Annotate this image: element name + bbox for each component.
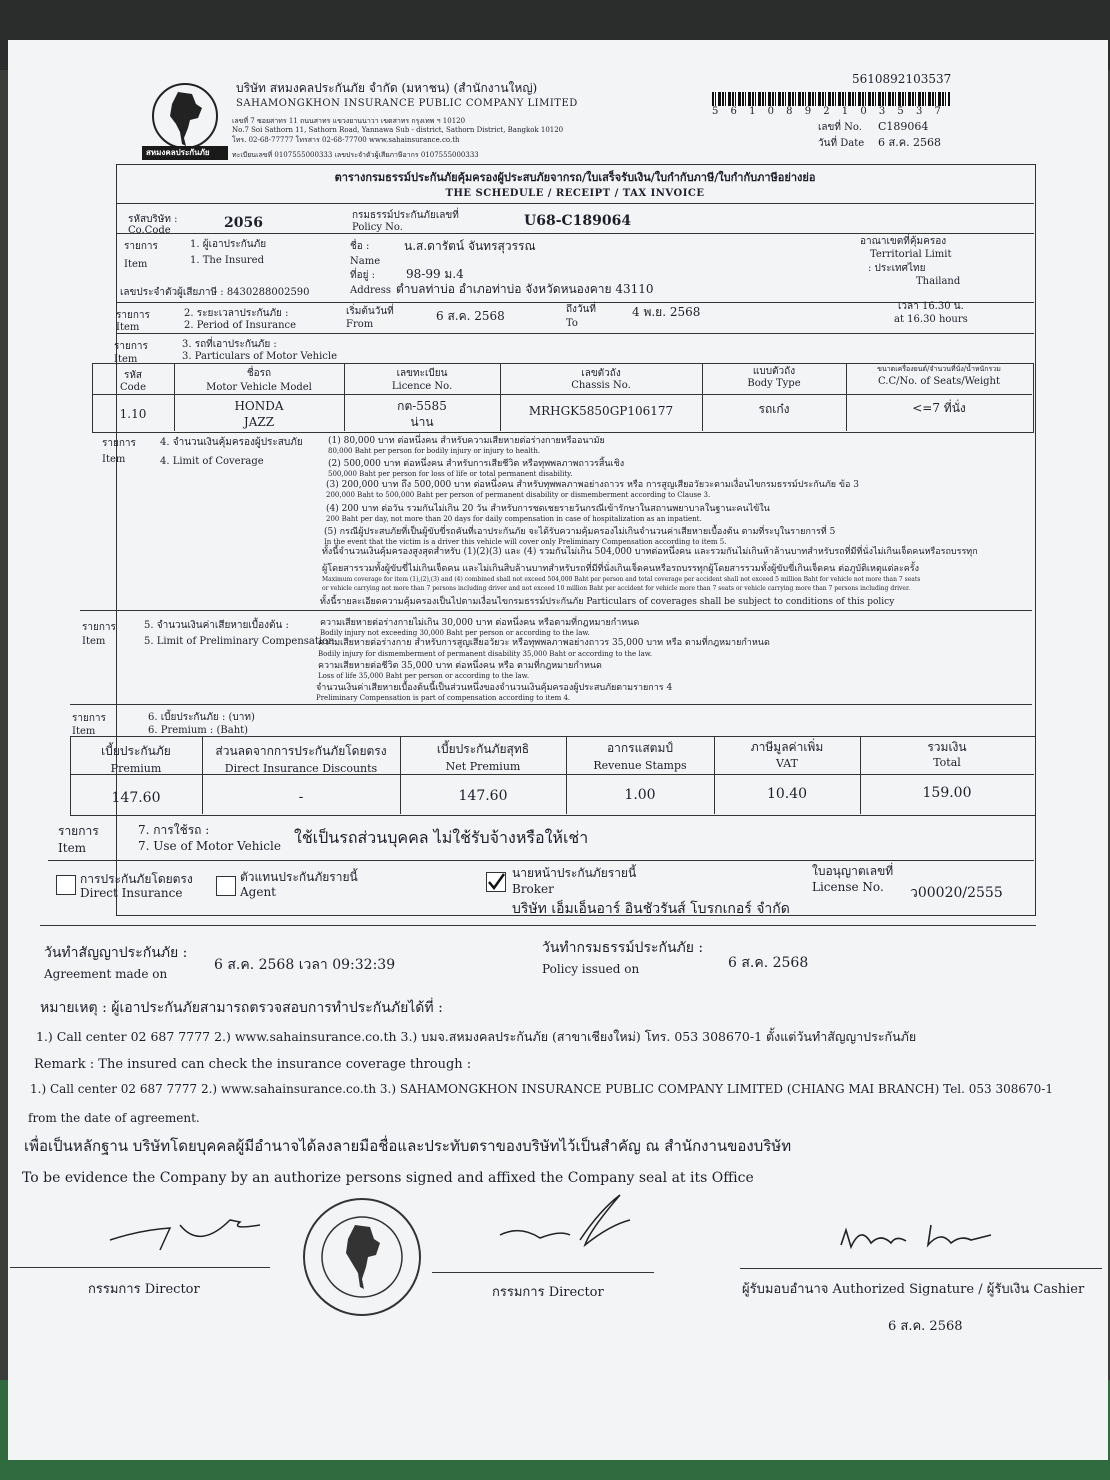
use-label-en: 7. Use of Motor Vehicle xyxy=(138,839,281,853)
evidence-en: To be evidence the Company by an authorize persons signed and affixed the Company seal at its Office xyxy=(22,1170,754,1186)
company-name-en: SAHAMONGKHON INSURANCE PUBLIC COMPANY LIMITED xyxy=(236,98,578,109)
col-net-en: Net Premium xyxy=(445,760,521,773)
insured-label-en: 1. The Insured xyxy=(190,255,264,266)
tax-id: ทะเบียนเลขที่ 0107555000333 เลขประจำตัวผู้เสียภาษีอากร 0107555000333 xyxy=(232,151,479,159)
preliminary-line-1: ความเสียหายต่อร่างกายไม่เกิน 30,000 บาท ต่อหนึ่งคน หรือตามที่กฎหมายกำหนด xyxy=(320,618,640,628)
barcode xyxy=(712,92,950,106)
col-licence-th: เลขทะเบียน xyxy=(396,368,448,379)
agent-label-en: Agent xyxy=(240,885,276,899)
seats: <=7 ที่นั่ง xyxy=(912,401,966,415)
coverage-line-3-en: 200,000 Baht to 500,000 Baht per person of permanent disability or dismemberment according to Clause 3. xyxy=(326,491,711,499)
period-label-en: 2. Period of Insurance xyxy=(184,320,297,331)
signature-director-1 xyxy=(100,1200,270,1264)
preliminary-label-en: 5. Limit of Preliminary Compensation xyxy=(144,636,335,647)
stamps-value: 1.00 xyxy=(624,787,656,803)
agreement-date: 6 ส.ค. 2568 เวลา 09:32:39 xyxy=(214,957,396,973)
from-label: เริ่มต้นวันที่ xyxy=(346,306,394,317)
item-label-en: Item xyxy=(58,841,87,855)
licence-plate: กต-5585 xyxy=(397,399,447,413)
item-label-en: Item xyxy=(124,259,148,270)
col-total-th: รวมเงิน xyxy=(927,740,967,754)
license-label-en: License No. xyxy=(812,880,884,894)
company-seal xyxy=(300,1195,424,1319)
vehicle-label-en: 3. Particulars of Motor Vehicle xyxy=(182,351,337,362)
address-line2: ตำบลท่าบ่อ อำเภอท่าบ่อ จังหวัดหนองคาย 43110 xyxy=(396,282,654,296)
from-label-en: From xyxy=(346,319,374,330)
col-stamps-th: อากรแสตมป์ xyxy=(606,741,674,755)
item-label: รายการ xyxy=(102,438,136,449)
coverage-line-2: (2) 500,000 บาท ต่อหนึ่งคน สำหรับการเสียชีวิต หรือทุพพลภาพถาวรสิ้นเชิง xyxy=(328,459,625,469)
address-en: No.7 Soi Sathorn 11, Sathorn Road, Yannawa Sub - district, Sathorn District, Bangkok 10120 xyxy=(232,126,564,134)
policy-label-en: Policy No. xyxy=(352,222,403,233)
logo-text: สหมงคลประกันภัย xyxy=(146,147,210,157)
item-label: รายการ xyxy=(116,310,150,321)
signature-director-2 xyxy=(490,1190,640,1254)
territory-label: อาณาเขตที่คุ้มครอง xyxy=(860,236,947,247)
broker-label: นายหน้าประกันภัยรายนี้ xyxy=(512,866,637,880)
number-value: C189064 xyxy=(878,120,929,133)
col-body-th: แบบตัวถัง xyxy=(752,366,796,377)
preliminary-line-2-en: Bodily injury for dismemberment of permanent disability 35,000 Baht or according to the law. xyxy=(318,650,653,658)
preliminary-line-2: ความเสียหายต่อร่างกาย สำหรับการสูญเสียอวัยวะ หรือทุพพลภาพอย่างถาวร 35,000 บาท หรือ ตามที่กฎหมายกำหนด xyxy=(318,638,770,648)
coverage-line-4: (4) 200 บาท ต่อวัน รวมกันไม่เกิน 20 วัน สำหรับการชดเชยรายวันกรณีเข้ารักษาในสถานพยาบาลในฐานะคนไข้ใน xyxy=(326,504,770,514)
col-cc-th: ขนาดเครื่องยนต์/จำนวนที่นั่ง/น้ำหนักรวม xyxy=(877,365,1001,373)
coverage-total-en-2: or vehicle carrying not more than 7 persons including driver and not exceed 10 million Baht per accident for vehicle more than 7 seats or vehicle carrying more than 7 persons including driver. xyxy=(322,585,911,592)
document-number: 5610892103537 xyxy=(852,72,952,86)
company-name-th: บริษัท สหมงคลประกันภัย จำกัด (มหาชน) (สำนักงานใหญ่) xyxy=(236,81,538,95)
premium-label: 6. เบี้ยประกันภัย : (บาท) xyxy=(148,712,255,723)
license-label: ใบอนุญาตเลขที่ xyxy=(812,864,894,878)
discount-value: - xyxy=(298,789,304,805)
remark-line-en: 1.) Call center 02 687 7777 2.) www.sahainsurance.co.th 3.) SAHAMONGKHON INSURANCE PUBLIC COMPANY LIMITED (CHIANG MAI BRANCH) Tel. 053 308670-1 xyxy=(30,1082,1053,1096)
broker-checkbox[interactable] xyxy=(486,872,506,892)
remark-line-en-2: from the date of agreement. xyxy=(28,1111,200,1125)
coverage-line-3: (3) 200,000 บาท ถึง 500,000 บาท ต่อหนึ่งคน สำหรับทุพพลภาพอย่างถาวร หรือ การสูญเสียอวัยวะตามเงื่อนไขกรมธรรม์ประกันภัย ข้อ 3 xyxy=(326,480,860,490)
issued-label: วันทำกรมธรรม์ประกันภัย : xyxy=(542,940,704,956)
seal-icon xyxy=(300,1195,424,1319)
item-label: รายการ xyxy=(114,341,148,352)
preliminary-line-4-en: Preliminary Compensation is part of compensation according to item 4. xyxy=(316,694,571,702)
coverage-line-4-en: 200 Baht per day, not more than 20 days for daily compensation in case of hospitalization as an inpatient. xyxy=(326,515,702,523)
col-code-en: Code xyxy=(120,382,146,393)
coverage-label-en: 4. Limit of Coverage xyxy=(160,456,264,467)
policy-number: U68-C189064 xyxy=(524,213,632,229)
document-title-en: THE SCHEDULE / RECEIPT / TAX INVOICE xyxy=(445,188,705,199)
code-label: รหัสบริษัท : xyxy=(128,214,178,225)
agreement-label: วันทำสัญญาประกันภัย : xyxy=(44,945,188,961)
preliminary-line-3-en: Loss of life 35,000 Baht per person or according to the law. xyxy=(318,672,530,680)
col-model-th: ชื่อรถ xyxy=(246,368,272,379)
remark-line-th: 1.) Call center 02 687 7777 2.) www.sahainsurance.co.th 3.) บมจ.สหมงคลประกันภัย (สาขาเชียงใหม่) โทร. 053 308670-1 ตั้งแต่วันทำสัญญาประกันภัย xyxy=(36,1029,917,1044)
col-code-th: รหัส xyxy=(123,370,143,381)
evidence-th: เพื่อเป็นหลักฐาน บริษัทโดยบุคคลผู้มีอำนาจได้ลงลายมือชื่อและประทับตราของบริษัทไว้เป็นสำคัญ ณ สำนักงานของบริษัท xyxy=(24,1137,792,1155)
col-vat-en: VAT xyxy=(776,757,798,770)
remark-title-th: หมายเหตุ : ผู้เอาประกันภัยสามารถตรวจสอบการทำประกันภัยได้ที่ : xyxy=(40,1000,443,1016)
broker-name: บริษัท เอ็มเอ็นอาร์ อินชัวรันส์ โบรกเกอร์ จำกัด xyxy=(512,901,790,917)
coverage-footer: ทั้งนี้รายละเอียดความคุ้มครองเป็นไปตามเงื่อนไขกรมธรรม์ประกันภัย Particulars of coverages shall be subject to conditions of this policy xyxy=(320,597,895,607)
issued-label-en: Policy issued on xyxy=(542,962,640,976)
col-model-en: Motor Vehicle Model xyxy=(206,382,312,393)
time-label-en: at 16.30 hours xyxy=(894,314,968,325)
item-label-en: Item xyxy=(114,354,138,365)
item-label: รายการ xyxy=(58,824,99,838)
col-chassis-th: เลขตัวถัง xyxy=(581,368,621,379)
col-discount-en: Direct Insurance Discounts xyxy=(224,762,378,775)
preliminary-label: 5. จำนวนเงินค่าเสียหายเบื้องต้น : xyxy=(144,620,289,631)
col-licence-en: Licence No. xyxy=(391,381,453,392)
insured-tax-id: เลขประจำตัวผู้เสียภาษี : 8430288002590 xyxy=(120,287,310,298)
name-label-en: Name xyxy=(350,256,381,267)
policy-label: กรมธรรม์ประกันภัยเลขที่ xyxy=(352,210,459,221)
licence-province: น่าน xyxy=(410,415,434,429)
territory-value: : ประเทศไทย xyxy=(868,263,926,274)
col-premium-en: Premium xyxy=(110,762,162,775)
code-label-en: Co.Code xyxy=(128,225,171,236)
barcode-digits: 5 6 1 0 8 9 2 1 0 3 5 3 7 xyxy=(712,106,946,117)
phone: โทร. 02-68-77777 โทรสาร 02-68-77700 www.sahainsurance.co.th xyxy=(232,136,460,144)
coverage-total: ทั้งนี้จำนวนเงินคุ้มครองสูงสุดสำหรับ (1)(2)(3) และ (4) รวมกันไม่เกิน 504,000 บาทต่อหนึ่งคน และรวมกันไม่เกินห้าล้านบาทสำหรับรถที่มีที่นั่งไม่เกินเจ็ดคนหรือรถบรรทุก xyxy=(322,547,978,557)
preliminary-line-1-en: Bodily injury not exceeding 30,000 Baht per person or according to the law. xyxy=(320,629,590,637)
date-label: วันที่ Date xyxy=(818,138,865,149)
license-number: ว00020/2555 xyxy=(910,885,1003,901)
preliminary-line-3: ความเสียหายต่อชีวิต 35,000 บาท ต่อหนึ่งคน หรือ ตามที่กฎหมายกำหนด xyxy=(318,661,602,671)
coverage-total-2: ผู้โดยสารรวมทั้งผู้ขับขี่ไม่เกินเจ็ดคน และไม่เกินสิบล้านบาทสำหรับรถที่มีที่นั่งเกินเจ็ดคนหรือรถบรรทุกผู้โดยสารรวมทั้งผู้ขับขี่เกินเจ็ดคน ต่อภูบัติเหตุแต่ละครั้ง xyxy=(322,564,920,574)
period-to: 4 พ.ย. 2568 xyxy=(632,305,701,319)
address-label: ที่อยู่ : xyxy=(350,270,376,281)
col-total-en: Total xyxy=(933,756,961,769)
col-net-th: เบี้ยประกันภัยสุทธิ xyxy=(436,742,530,756)
item-label: รายการ xyxy=(124,241,158,252)
period-label: 2. ระยะเวลาประกันภัย : xyxy=(184,308,289,319)
net-premium-value: 147.60 xyxy=(458,788,508,804)
remark-title-en: Remark : The insured can check the insurance coverage through : xyxy=(34,1057,472,1072)
checkmark-icon xyxy=(487,873,505,891)
coverage-total-en: Maximum coverage for item (1),(2),(3) and (4) combined shall not exceed 504,000 Baht per person and total coverage per accident shall not exceed 5 million Baht for vehicle not more than 7 seats xyxy=(322,576,921,583)
col-stamps-en: Revenue Stamps xyxy=(593,759,687,772)
item-label-en: Item xyxy=(102,454,126,465)
territory-label-en: Territorial Limit xyxy=(870,249,952,260)
item-label-en: Item xyxy=(72,726,96,737)
chassis-number: MRHGK5850GP106177 xyxy=(528,404,674,418)
coverage-line-5: (5) กรณีผู้ประสบภัยที่เป็นผู้ขับขี่รถคันที่เอาประกันภัย จะได้รับความคุ้มครองไม่เกินจำนวนค่าเสียหายเบื้องต้น ตามที่ระบุในรายการที่ 5 xyxy=(324,527,836,537)
coverage-line-1: (1) 80,000 บาท ต่อหนึ่งคน สำหรับความเสียหายต่อร่างกายหรืออนามัย xyxy=(328,436,605,446)
item-label-en: Item xyxy=(116,322,140,333)
name-label: ชื่อ : xyxy=(350,241,370,252)
vehicle-label: 3. รถที่เอาประกันภัย : xyxy=(182,339,277,350)
agent-checkbox[interactable] xyxy=(216,876,236,896)
director-1-label: กรรมการ Director xyxy=(88,1282,200,1297)
agreement-label-en: Agreement made on xyxy=(44,967,168,981)
territory-value-en: Thailand xyxy=(916,276,961,287)
col-vat-th: ภาษีมูลค่าเพิ่ม xyxy=(750,740,824,754)
broker-label-en: Broker xyxy=(512,882,554,896)
use-label: 7. การใช้รถ : xyxy=(138,823,210,837)
coverage-line-2-en: 500,000 Baht per person for loss of life or total permanent disability. xyxy=(328,470,573,478)
issued-date: 6 ส.ค. 2568 xyxy=(728,955,809,971)
col-premium-th: เบี้ยประกันภัย xyxy=(101,744,171,758)
coverage-line-5-en: In the event that the victim is a driver this vehicle will cover only Preliminary Compensation according to item 5. xyxy=(324,538,727,546)
to-label: ถึงวันที่ xyxy=(566,304,596,315)
director-2-label: กรรมการ Director xyxy=(492,1285,604,1300)
preliminary-line-4: จำนวนเงินค่าเสียหายเบื้องต้นนี้เป็นส่วนหนึ่งของจำนวนเงินคุ้มครองผู้ประสบภัยตามรายการ 4 xyxy=(316,683,673,693)
address-label-en: Address xyxy=(350,285,391,296)
to-label-en: To xyxy=(566,318,578,329)
signature-date: 6 ส.ค. 2568 xyxy=(888,1319,963,1334)
vat-value: 10.40 xyxy=(766,786,808,802)
direct-insurance-checkbox[interactable] xyxy=(56,875,76,895)
direct-label-en: Direct Insurance xyxy=(80,886,183,900)
insured-label: 1. ผู้เอาประกันภัย xyxy=(190,239,267,250)
company-code: 2056 xyxy=(224,215,263,231)
premium-value: 147.60 xyxy=(111,790,161,806)
total-value: 159.00 xyxy=(922,785,972,801)
signature-authorized xyxy=(836,1215,996,1259)
vehicle-model-make: HONDA xyxy=(234,399,284,413)
col-discount-th: ส่วนลดจากการประกันภัยโดยตรง xyxy=(215,744,387,758)
authorized-label: ผู้รับมอบอำนาจ Authorized Signature / ผู้รับเงิน Cashier xyxy=(742,1282,1085,1297)
address-th: เลขที่ 7 ซอยสาทร 11 ถนนสาทร แขวงยานนาวา เขตสาทร กรุงเทพ ฯ 10120 xyxy=(232,117,466,125)
insured-name: น.ส.ดารัตน์ จันทรสุวรรณ xyxy=(404,239,536,253)
time-label: เวลา 16.30 น. xyxy=(898,301,964,312)
premium-label-en: 6. Premium : (Baht) xyxy=(148,725,249,736)
agent-label: ตัวแทนประกันภัยรายนี้ xyxy=(240,870,358,884)
item-label: รายการ xyxy=(72,713,106,724)
item-label-en: Item xyxy=(82,636,106,647)
col-chassis-en: Chassis No. xyxy=(571,380,631,391)
direct-label: การประกันภัยโดยตรง xyxy=(80,872,193,886)
number-label: เลขที่ No. xyxy=(818,122,862,133)
use-value: ใช้เป็นรถส่วนบุคคล ไม่ใช้รับจ้างหรือให้เช่า xyxy=(294,828,589,847)
vehicle-model-name: JAZZ xyxy=(243,415,275,429)
date-value: 6 ส.ค. 2568 xyxy=(878,136,942,149)
vehicle-code: 1.10 xyxy=(119,407,147,421)
coverage-label: 4. จำนวนเงินคุ้มครองผู้ประสบภัย xyxy=(160,437,303,448)
coverage-line-1-en: 80,000 Baht per person for bodily injury or injury to health. xyxy=(328,447,541,455)
body-type: รถเก๋ง xyxy=(758,402,790,416)
document-title-th: ตารางกรมธรรม์ประกันภัยคุ้มครองผู้ประสบภัยจากรถ/ใบเสร็จรับเงิน/ใบกำกับภาษี/ใบกำกับภาษีอย่างย่อ xyxy=(334,171,816,184)
address-line1: 98-99 ม.4 xyxy=(406,267,464,281)
period-from: 6 ส.ค. 2568 xyxy=(436,309,505,323)
col-body-en: Body Type xyxy=(747,378,801,389)
item-label: รายการ xyxy=(82,622,116,633)
col-cc-en: C.C/No. of Seats/Weight xyxy=(877,376,1001,387)
